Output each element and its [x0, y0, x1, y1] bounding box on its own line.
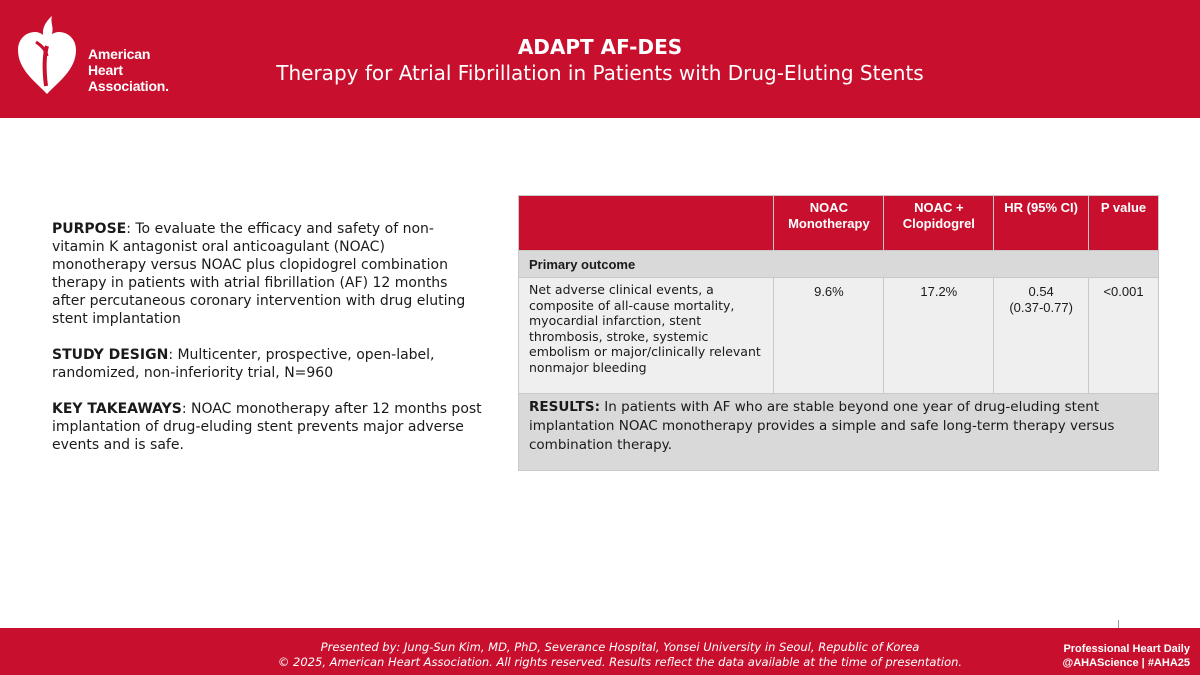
hr-cell — [994, 278, 1089, 394]
section-label: Primary outcome — [519, 251, 1159, 278]
results-text: In patients with AF who are stable beyond one year of drug-eluding stent implantation NOAC monotherapy provides a simple and safe long-term therapy versus combination therapy. — [529, 399, 1115, 453]
purpose-paragraph — [52, 220, 482, 328]
footer-credits — [240, 640, 1000, 670]
copyright-line: © 2025, American Heart Association. All rights reserved. Results reflect the data available at the time of presentation. — [277, 655, 963, 669]
logo-wordmark — [88, 46, 169, 94]
takeaways-text: : NOAC monotherapy after 12 months post implantation of drug-eluding stent prevents major adverse events and is safe. — [52, 401, 482, 453]
combo-value: 17.2% — [884, 278, 994, 394]
study-summary — [52, 220, 482, 472]
hr-value: 0.54 — [1028, 284, 1054, 299]
presenter-line: Presented by: Jung-Sun Kim, MD, PhD, Severance Hospital, Yonsei University in Seoul, Republic of Korea — [320, 640, 920, 654]
design-label: STUDY DESIGN — [52, 347, 169, 363]
logo-line-3: Association. — [88, 78, 169, 94]
takeaways-paragraph — [52, 400, 482, 454]
results-row — [519, 394, 1159, 471]
table-header-row — [519, 196, 1159, 251]
footer-brand — [1010, 642, 1190, 670]
logo-line-1: American — [88, 46, 151, 62]
logo-line-2: Heart — [88, 62, 123, 78]
design-text: : Multicenter, prospective, open-label, randomized, non-inferiority trial, N=960 — [52, 347, 435, 381]
results-label: RESULTS: — [529, 399, 601, 415]
purpose-text: : To evaluate the efficacy and safety of non-vitamin K antagonist oral anticoagulant (NOAC) monotherapy versus NOAC plus clopidogrel combination therapy in patients with atrial fibrillation (AF) 12 months after percutaneous coronary intervention with drug eluting stent implantation — [52, 221, 466, 327]
header-pvalue: P value — [1089, 196, 1159, 251]
page-title: ADAPT AF-DES — [517, 35, 683, 59]
table-section-row — [519, 251, 1159, 278]
p-value: <0.001 — [1089, 278, 1159, 394]
purpose-label: PURPOSE — [52, 221, 127, 237]
header-noac-mono: NOAC Monotherapy — [774, 196, 884, 251]
heart-torch-icon — [14, 12, 80, 96]
footer-banner — [0, 628, 1200, 675]
aha-logo — [14, 12, 174, 98]
header-noac-clop: NOAC + Clopidogrel — [884, 196, 994, 251]
table-row — [519, 278, 1159, 394]
outcome-description: Net adverse clinical events, a composite of all-cause mortality, myocardial infarction, stent thrombosis, stroke, systemic embolism or major/clinically relevant nonmajor bleeding — [519, 278, 774, 394]
divider-tick — [1118, 620, 1119, 628]
results-cell — [519, 394, 1159, 471]
header-hr: HR (95% CI) — [994, 196, 1089, 251]
social-handles: @AHAScience | #AHA25 — [1062, 657, 1190, 669]
design-paragraph — [52, 346, 482, 382]
takeaways-label: KEY TAKEAWAYS — [52, 401, 182, 417]
ci-value: (0.37-0.77) — [1009, 300, 1073, 315]
brand-name: Professional Heart Daily — [1063, 643, 1190, 655]
header-blank — [519, 196, 774, 251]
title-block — [180, 34, 1020, 86]
page-subtitle: Therapy for Atrial Fibrillation in Patients with Drug-Eluting Stents — [276, 61, 924, 85]
results-table — [518, 195, 1159, 471]
mono-value: 9.6% — [774, 278, 884, 394]
header-banner — [0, 0, 1200, 118]
